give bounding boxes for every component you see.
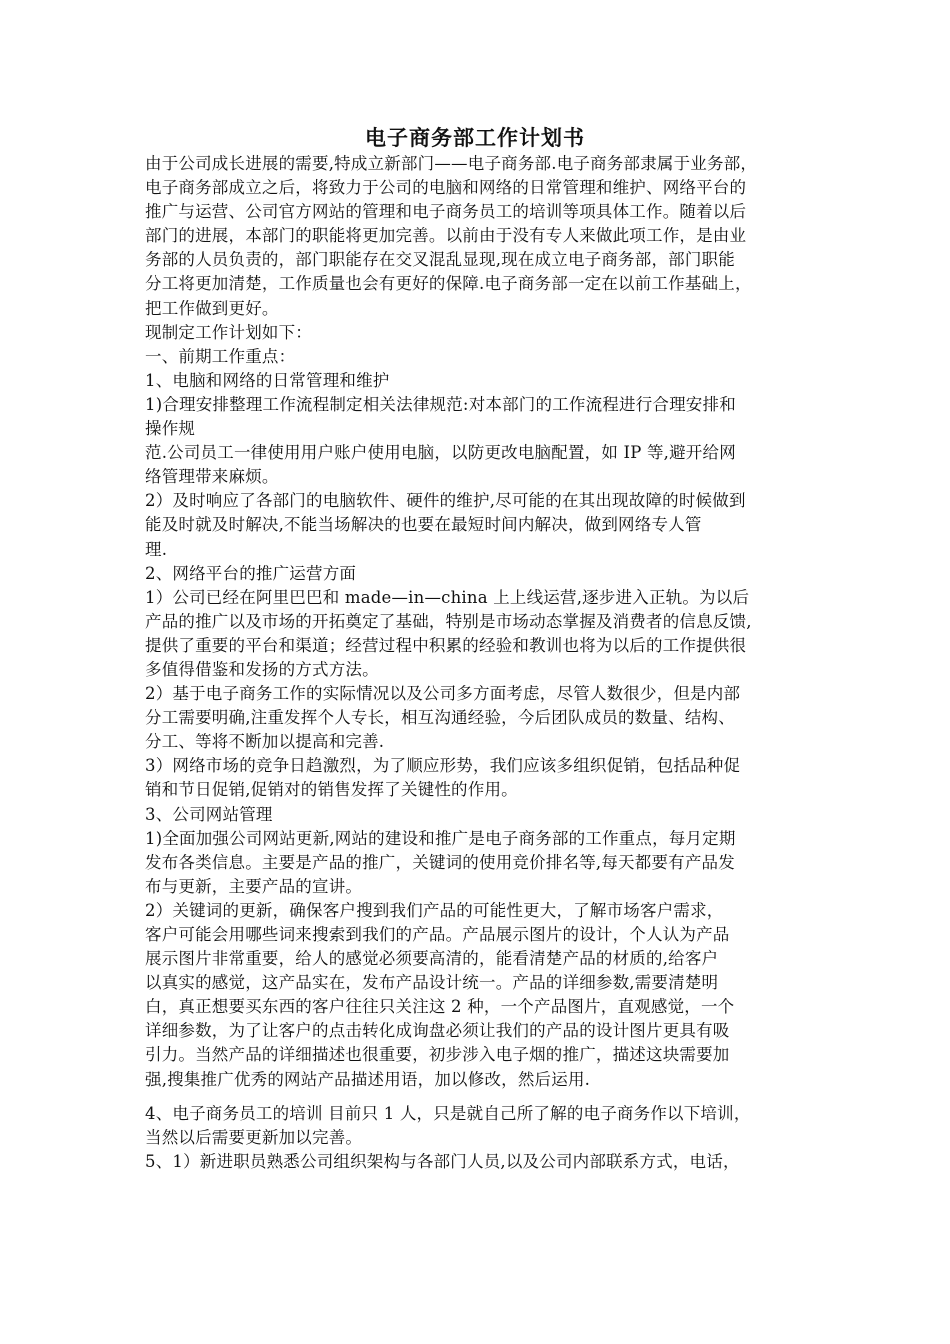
- body-line: 展示图片非常重要，给人的感觉必须要高清的，能看清楚产品的材质的,给客户: [145, 949, 719, 969]
- body-line: 2）基于电子商务工作的实际情况以及公司多方面考虑，尽管人数很少，但是内部: [145, 684, 741, 704]
- body-line: 由于公司成长进展的需要,特成立新部门——电子商务部.电子商务部隶属于业务部，: [145, 154, 758, 173]
- body-line: 提供了重要的平台和渠道；经营过程中积累的经验和教训也将为以后的工作提供很: [145, 635, 747, 655]
- body-line: 以真实的感觉，这产品实在，发布产品设计统一。产品的详细参数,需要清楚明: [145, 973, 719, 993]
- subsection-heading: 4、电子商务员工的培训 目前只 1 人，只是就自己所了解的电子商务作以下培训，: [145, 1103, 751, 1123]
- section-heading: 一、前期工作重点：: [145, 346, 296, 366]
- document-body: [145, 152, 825, 1174]
- body-line: 务部的人员负责的，部门职能存在交叉混乱显现,现在成立电子商务部，部门职能: [145, 250, 735, 270]
- body-line: 电子商务部成立之后，将致力于公司的电脑和网络的日常管理和维护、网络平台的: [145, 178, 747, 198]
- body-line: 2）及时响应了各部门的电脑软件、硬件的维护,尽可能的在其出现故障的时候做到: [145, 491, 746, 511]
- body-line: 2）关键词的更新，确保客户搜到我们产品的可能性更大，了解市场客户需求，: [145, 900, 724, 920]
- body-line: 白，真正想要买东西的客户往往只关注这 2 种，一个产品图片，直观感觉，一个: [145, 997, 735, 1017]
- body-line: 当然以后需要更新加以完善。: [145, 1127, 363, 1147]
- body-line: 现制定工作计划如下：: [145, 322, 312, 342]
- body-line: 推广与运营、公司官方网站的管理和电子商务员工的培训等项具体工作。随着以后: [145, 202, 747, 222]
- body-line: 销和节日促销,促销对的销售发挥了关键性的作用。: [145, 780, 518, 800]
- paragraph-gap: [145, 1092, 825, 1102]
- body-line: 把工作做到更好。: [145, 298, 279, 318]
- body-line: 络管理带来麻烦。: [145, 467, 279, 487]
- body-line: 发布各类信息。主要是产品的推广，关键词的使用竞价排名等,每天都要有产品发: [145, 852, 735, 872]
- body-line: 多值得借鉴和发扬的方式方法。: [145, 659, 379, 679]
- body-line: 产品的推广以及市场的开拓奠定了基础，特别是市场动态掌握及消费者的信息反馈,: [145, 611, 752, 631]
- body-line: 客户可能会用哪些词来搜索到我们的产品。产品展示图片的设计，个人认为产品: [145, 925, 730, 944]
- subsection-heading: 2、网络平台的推广运营方面: [145, 563, 357, 583]
- subsection-heading: 1、电脑和网络的日常管理和维护: [145, 370, 390, 390]
- body-line: 1）公司已经在阿里巴巴和 made—in—china 上上线运营,逐步进入正轨。为以后: [145, 587, 750, 607]
- body-line: 操作规: [145, 419, 196, 439]
- body-line: 理.: [145, 539, 168, 559]
- body-line: 能及时就及时解决,不能当场解决的也要在最短时间内解决，做到网络专人管: [145, 515, 702, 535]
- body-line: 引力。当然产品的详细描述也很重要，初步涉入电子烟的推广，描述这块需要加: [145, 1045, 730, 1065]
- subsection-heading: 3、公司网站管理: [145, 804, 273, 824]
- body-line: 1)全面加强公司网站更新,网站的建设和推广是电子商务部的工作重点，每月定期: [145, 828, 736, 848]
- body-line: 详细参数，为了让客户的点击转化成询盘必须让我们的产品的设计图片更具有吸: [145, 1021, 730, 1041]
- body-line: 布与更新，主要产品的宣讲。: [145, 876, 363, 896]
- body-line: 分工需要明确,注重发挥个人专长，相互沟通经验，今后团队成员的数量、结构、: [145, 708, 735, 728]
- body-line: 5、1）新进职员熟悉公司组织架构与各部门人员,以及公司内部联系方式，电话，: [145, 1151, 740, 1171]
- body-line: 强,搜集推广优秀的网站产品描述用语，加以修改，然后运用.: [145, 1069, 591, 1089]
- body-line: 范.公司员工一律使用用户账户使用电脑，以防更改电脑配置，如 IP 等,避开给网: [145, 443, 736, 463]
- body-line: 3）网络市场的竞争日趋激烈，为了顺应形势，我们应该多组织促销，包括品种促: [145, 756, 741, 776]
- body-line: 部门的进展，本部门的职能将更加完善。以前由于没有专人来做此项工作，是由业: [145, 226, 747, 246]
- body-line: 分工、等将不断加以提高和完善.: [145, 732, 385, 752]
- body-line: 1)合理安排整理工作流程制定相关法律规范:对本部门的工作流程进行合理安排和: [145, 394, 736, 414]
- document-title: 电子商务部工作计划书: [365, 125, 585, 150]
- body-line: 分工将更加清楚，工作质量也会有更好的保障.电子商务部一定在以前工作基础上，: [145, 274, 752, 294]
